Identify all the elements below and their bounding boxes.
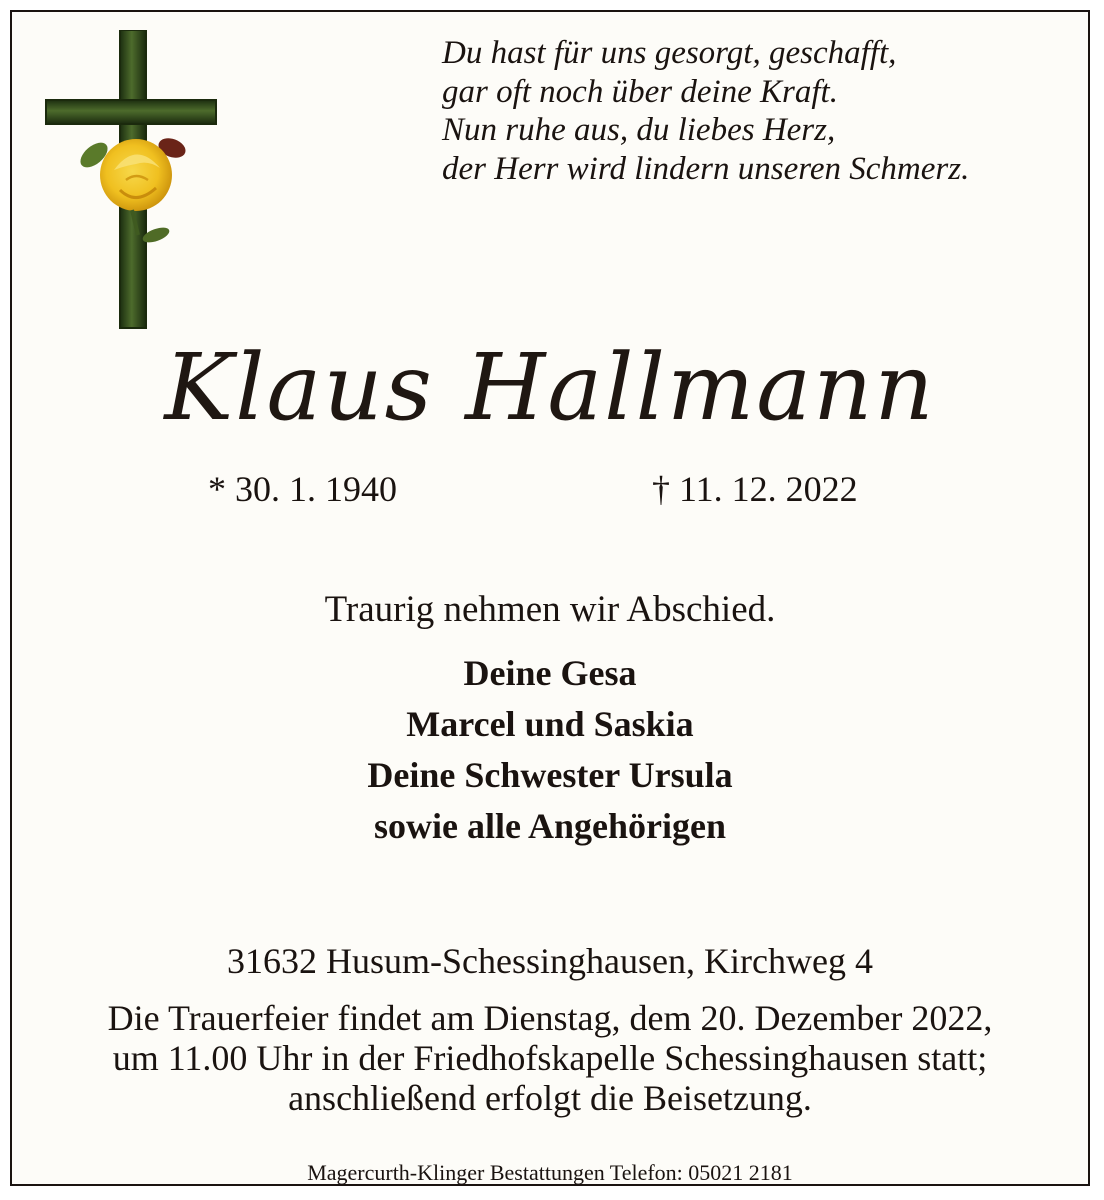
farewell-text: Traurig nehmen wir Abschied. bbox=[324, 589, 776, 630]
poem-line: gar oft noch über deine Kraft. bbox=[442, 73, 838, 110]
mourners-list bbox=[12, 648, 1088, 852]
mourner-name: Deine Schwester Ursula bbox=[367, 755, 733, 795]
obituary-notice bbox=[10, 10, 1090, 1186]
mourner-name: Deine Gesa bbox=[463, 653, 637, 693]
funeral-home-footer: Magercurth-Klinger Bestattungen Telefon: 05021 2181 bbox=[307, 1160, 793, 1185]
cross-with-rose-icon bbox=[44, 30, 224, 330]
poem-line: Nun ruhe aus, du liebes Herz, bbox=[442, 112, 836, 148]
mourner-name: sowie alle Angehörigen bbox=[374, 806, 726, 846]
ceremony-line: um 11.00 Uhr in der Friedhofskapelle Schessinghausen statt; bbox=[112, 1038, 988, 1078]
ceremony-line: Die Trauerfeier findet am Dienstag, dem 20. Dezember 2022, bbox=[107, 998, 993, 1038]
poem-line: der Herr wird lindern unseren Schmerz. bbox=[442, 150, 970, 187]
poem bbox=[442, 34, 969, 188]
deceased-name: Klaus Hallmann bbox=[164, 334, 936, 441]
ceremony-line: anschließend erfolgt die Beisetzung. bbox=[288, 1078, 812, 1118]
poem-line: Du hast für uns gesorgt, geschafft, bbox=[442, 35, 897, 71]
birth-date: * 30. 1. 1940 bbox=[208, 469, 397, 509]
death-date: † 11. 12. 2022 bbox=[652, 469, 858, 509]
ceremony-info bbox=[12, 998, 1088, 1118]
address: 31632 Husum-Schessinghausen, Kirchweg 4 bbox=[227, 941, 873, 981]
mourner-name: Marcel und Saskia bbox=[406, 704, 694, 744]
